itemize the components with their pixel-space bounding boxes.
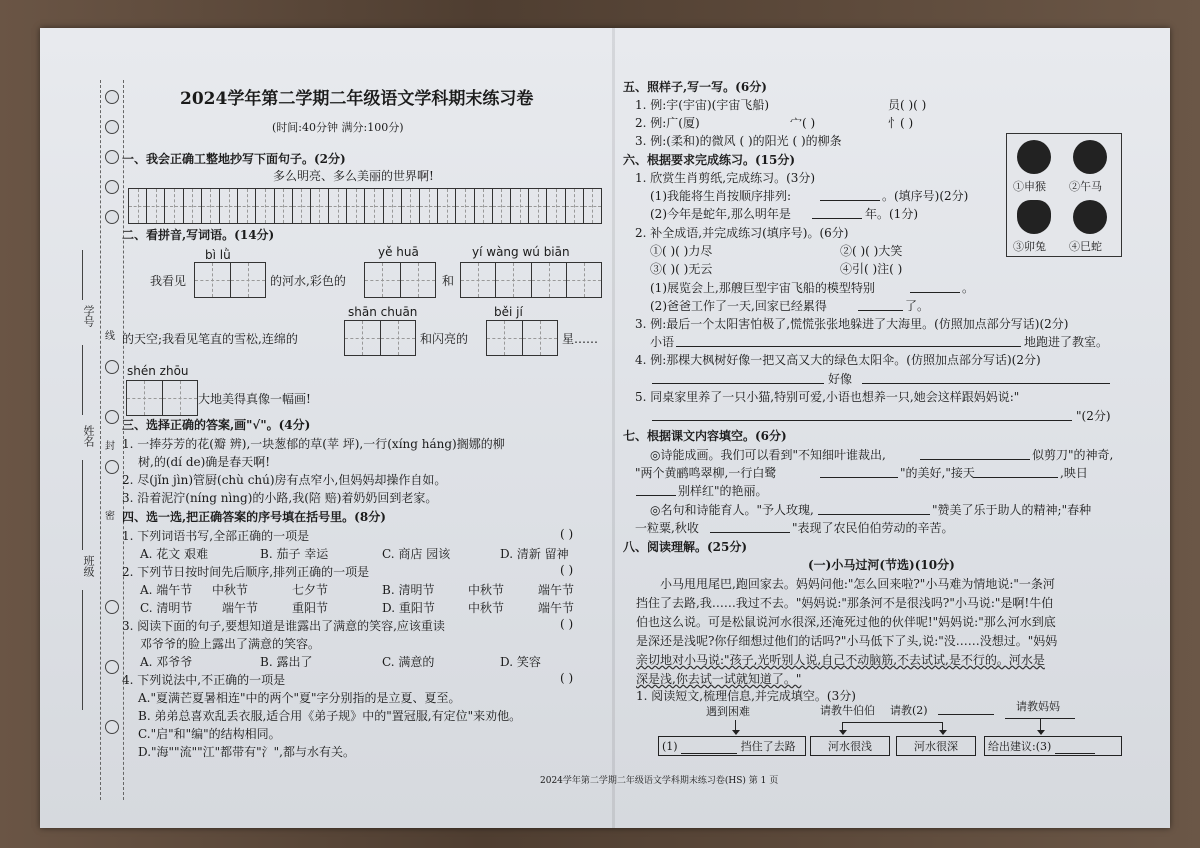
example-fill[interactable]: 忄( ) [888,116,914,130]
zodiac-caption: ②午马 [1069,180,1102,193]
option: C. 满意的 [382,655,435,669]
binding-hole [105,210,119,224]
flow-box-prefix: (1) [662,740,678,753]
binding-hole [105,600,119,614]
binding-mark: 线 [105,331,115,342]
choice-line: 3. 沿着泥泞(níng nìng)的小路,我(陪 赔)着奶奶回到老家。 [122,491,438,505]
idiom-fill[interactable]: ①( )( )力尽 [650,244,713,258]
answer-grid-shenzhou[interactable] [126,380,198,416]
question: 3. 阅读下面的句子,要想知道是谁露出了满意的笑容,应该重读 [122,619,445,633]
option: 七夕节 [292,583,329,597]
binding-mark: 密 [105,511,115,522]
question: 4. 例:那棵大枫树好像一把又高又大的绿色太阳伞。(仿照加点部分写话)(2分) [635,353,1041,367]
fill-text: 星…… [562,332,599,346]
question-text: (2)今年是蛇年,那么明年是 [650,207,791,221]
binding-line [82,460,84,550]
question-text: 年。(1分) [865,207,918,221]
pinyin-shenzhou: shén zhōu [127,364,189,378]
binding-line [82,590,84,710]
zodiac-caption: ①申猴 [1013,180,1046,193]
flow-connector [842,722,942,723]
answer-grid-yiwangwubian[interactable] [460,262,602,298]
binding-hole [105,720,119,734]
binding-mark: 封 [105,441,115,452]
option: 中秋节 [468,601,505,615]
question-text: 。(填序号)(2分) [882,189,969,203]
flow-box-2: 河水很浅 [810,736,890,756]
flow-arrow [942,722,943,734]
zodiac-caption: ④巳蛇 [1069,240,1102,253]
fill-text: 的天空;我看见笔直的雪松,连绵的 [122,332,298,346]
reading-paragraph-line: 深是浅,你去试一试就知道了。" [636,672,802,686]
question: 4. 下列说法中,不正确的一项是 [122,673,286,687]
binding-hole [105,660,119,674]
answer-blank[interactable] [710,532,790,533]
answer-blank[interactable] [1055,753,1095,754]
question: 1. 欣赏生肖剪纸,完成练习。(3分) [635,171,816,185]
class-label: 班级 [82,555,95,577]
flow-box-3: 河水很深 [896,736,976,756]
flow-arrow [1040,718,1041,734]
binding-hole [105,410,119,424]
example-line: 3. 例:(柔和)的微风 ( )的阳光 ( )的柳条 [635,134,842,148]
answer-blank[interactable] [636,495,676,496]
reading-paragraph-line: 是深还是浅呢?你仔细想过他们的话吗?"小马低下了头,说:"没……没想过。"妈妈 [636,634,1058,648]
choice-line: 2. 尽(jǐn jìn)管厨(chù chú)房有点窄小,但妈妈却操作自如。 [122,473,447,487]
section-7-heading: 七、根据课文内容填空。(6分) [623,429,787,443]
example-fill[interactable]: 宀( ) [790,116,816,130]
question: 1. 下列词语书写,全部正确的一项是 [122,529,310,543]
answer-blank[interactable] [818,514,930,515]
reading-paragraph-line: 挡住了去路,我……我过不去。"妈妈说:"那条河不是很浅吗?"小马说:"是啊!牛伯 [636,596,1054,610]
binding-line [82,250,84,300]
option: A. 端午节 [140,583,193,597]
fill-text: 的河水,彩色的 [270,274,346,288]
question: 1. 阅读短文,梳理信息,并完成填空。(3分) [636,689,856,703]
example-fill[interactable]: 员( )( ) [888,98,927,112]
option: C."启"和"编"的结构相同。 [138,727,281,741]
pinyin-beiji: běi jí [494,305,523,319]
question-text: 地跑进了教室。 [1024,335,1109,349]
answer-blank[interactable] [938,714,994,715]
binding-hole [105,460,119,474]
question-text: 了。 [905,299,930,313]
answer-blank[interactable] [676,346,1021,347]
option: 端午节 [538,601,575,615]
binding-hole [105,120,119,134]
option: B. 露出了 [260,655,313,669]
idiom-fill[interactable]: ③( )( )无云 [650,262,713,276]
monkey-papercut-icon [1017,140,1051,174]
poem-fill-text: ◎名句和诗能育人。"予人玫瑰, [650,503,814,517]
flow-step-label: 遇到困难 [706,705,750,718]
question: 5. 同桌家里养了一只小猫,特别可爱,小语也想养一只,她会这样跟妈妈说:" [635,390,1020,404]
answer-grid-yehua[interactable] [364,262,436,298]
answer-blank[interactable] [652,383,824,384]
poem-fill-text: 似剪刀"的神奇, [1032,448,1114,462]
option: D. 重阳节 [382,601,435,615]
question-text: 好像 [828,372,853,386]
option: 重阳节 [292,601,329,615]
option: D. 笑容 [500,655,541,669]
reading-paragraph-line: 亲切地对小马说:"孩子,光听别人说,自己不动脑筋,不去试试,是不行的。河水是 [636,653,1045,667]
reading-paragraph-line: 小马甩甩尾巴,跑回家去。妈妈问他:"怎么回来啦?"小马难为情地说:"一条河 [660,577,1055,591]
choice-line: 1. 一捧芬芳的花(瓣 辨),一块葱郁的草(苹 坪),一行(xíng háng)搁娜的柳 [122,437,505,451]
answer-blank[interactable] [681,753,737,754]
section-2-heading: 二、看拼音,写词语。(14分) [122,228,275,242]
option: B. 茄子 幸运 [260,547,329,561]
option: A."夏满芒夏暑相连"中的两个"夏"字分别指的是立夏、夏至。 [138,691,461,705]
snake-papercut-icon [1073,200,1107,234]
option: C. 清明节 [140,601,193,615]
section-6-heading: 六、根据要求完成练习。(15分) [623,153,796,167]
answer-blank[interactable] [820,477,898,478]
fill-text: 和 [442,274,455,288]
flow-box-text: 给出建议:(3) [988,740,1052,753]
option: 中秋节 [212,583,249,597]
flow-box-1 [658,736,806,756]
fill-text: 大地美得真像一幅画! [198,392,311,406]
pinyin-bilu: bì lǜ [205,248,231,262]
rabbit-papercut-icon [1017,200,1051,234]
option: A. 邓爷爷 [140,655,193,669]
option: 中秋节 [468,583,505,597]
pinyin-yiwangwubian: yí wàng wú biān [472,245,570,259]
binding-line [82,345,84,415]
answer-blank[interactable] [812,218,862,219]
option: 端午节 [538,583,575,597]
section-5-heading: 五、照样子,写一写。(6分) [623,80,767,94]
poem-fill-text: "的美好,"接天 [900,466,975,480]
poem-fill-text: "表现了农民伯伯劳动的辛苦。 [792,521,954,535]
question: 2. 下列节日按时间先后顺序,排列正确的一项是 [122,565,370,579]
horse-papercut-icon [1073,140,1107,174]
copy-sentence: 多么明亮、多么美丽的世界啊! [273,169,434,183]
option: B. 清明节 [382,583,435,597]
question: 3. 例:最后一个太阳害怕极了,慌慌张张地躲进了大海里。(仿照加点部分写话)(2分) [635,317,1069,331]
reading-paragraph-line: 伯也这么说。可是松鼠说河水很深,还淹死过他的伙伴呢!"妈妈说:"那么河水到底 [636,615,1056,629]
binding-hole [105,90,119,104]
fill-text: 和闪亮的 [420,332,469,346]
page-footer: 2024学年第二学期二年级语文学科期末练习卷(HS) 第 1 页 [540,776,779,786]
answer-blank[interactable] [858,310,903,311]
binding-hole [105,360,119,374]
answer-bracket[interactable]: ( ) [560,563,574,577]
flow-box-text: 挡住了去路 [740,740,796,753]
option: D."海""流""江"都带有"氵",都与水有关。 [138,745,355,759]
exam-title: 2024学年第二学期二年级语文学科期末练习卷 [180,89,534,109]
poem-fill-text: "两个黄鹂鸣翠柳,一行白鹭 [635,466,777,480]
poem-fill-text: ◎诗能成画。我们可以看到"不知细叶谁裁出, [650,448,886,462]
answer-bracket[interactable]: ( ) [560,527,574,541]
flow-step-label: 请教妈妈 [1016,700,1060,713]
flow-arrow [735,720,736,734]
question-text: 。 [962,281,975,295]
idiom-fill[interactable]: ②( )( )大笑 [840,244,903,258]
poem-fill-text: 别样红"的艳丽。 [678,484,768,498]
option: 端午节 [222,601,259,615]
answer-blank[interactable] [910,292,960,293]
flow-step-label: 请教(2) [890,704,928,717]
idiom-fill[interactable]: ④引( )注( ) [840,262,903,276]
question: 2. 补全成语,并完成练习(填序号)。(6分) [635,226,849,240]
section-4-heading: 四、选一选,把正确答案的序号填在括号里。(8分) [122,510,386,524]
answer-blank[interactable] [820,200,880,201]
student-id-label: 学号 [82,305,95,327]
pinyin-shanchuan: shān chuān [348,305,418,319]
zodiac-caption: ③卯兔 [1013,240,1046,253]
option: D. 清新 留神 [500,547,569,561]
option: C. 商店 园该 [382,547,451,561]
answer-blank[interactable] [652,420,1072,421]
copy-writing-grid[interactable] [128,188,602,224]
flow-box-4 [984,736,1122,756]
question-text: 小语 [650,335,675,349]
fill-text: 我看见 [150,274,187,288]
pinyin-yehua: yě huā [378,245,419,259]
question-text: (1)展览会上,那艘巨型宇宙飞船的模型特别 [650,281,875,295]
example-line: 1. 例:宇(宇宙)(宇宙飞船) [635,98,770,112]
question-text: (2)爸爸工作了一天,回家已经累得 [650,299,827,313]
student-name-label: 姓名 [82,425,95,447]
section-1-heading: 一、我会正确工整地抄写下面句子。(2分) [122,152,346,166]
answer-grid-bilu[interactable] [194,262,266,298]
poem-fill-text: 一粒粟,秋收 [635,521,699,535]
reading-title: (一)小马过河(节选)(10分) [808,558,955,572]
option: B. 弟弟总喜欢乱丢衣服,适合用《弟子规》中的"置冠服,有定位"来劝他。 [138,709,522,723]
poem-fill-text: "赞美了乐于助人的精神;"春种 [932,503,1092,517]
example-line: 2. 例:广(厦) [635,116,700,130]
choice-line: 树,的(dí de)确是春天啊! [138,455,271,469]
poem-fill-text: ,映日 [1060,466,1088,480]
answer-bracket[interactable]: ( ) [560,671,574,685]
answer-grid-beiji[interactable] [486,320,558,356]
answer-blank[interactable] [862,383,1110,384]
flow-step-label: 请教牛伯伯 [820,704,875,717]
answer-bracket[interactable]: ( ) [560,617,574,631]
section-3-heading: 三、选择正确的答案,画"√"。(4分) [122,418,311,432]
exam-subtitle: (时间:40分钟 满分:100分) [272,121,404,134]
question-text: (1)我能将生肖按顺序排列: [650,189,792,203]
binding-hole [105,180,119,194]
binding-hole [105,150,119,164]
question-text: "(2分) [1076,409,1111,423]
option: A. 花文 艰难 [140,547,209,561]
zodiac-paper-cuts [1006,133,1122,257]
question-sentence: 邓爷爷的脸上露出了满意的笑容。 [140,637,321,651]
answer-grid-shanchuan[interactable] [344,320,416,356]
answer-blank[interactable] [920,459,1030,460]
section-8-heading: 八、阅读理解。(25分) [623,540,748,554]
paper-fold [612,28,615,828]
answer-blank[interactable] [974,477,1058,478]
flow-arrow [842,722,843,734]
